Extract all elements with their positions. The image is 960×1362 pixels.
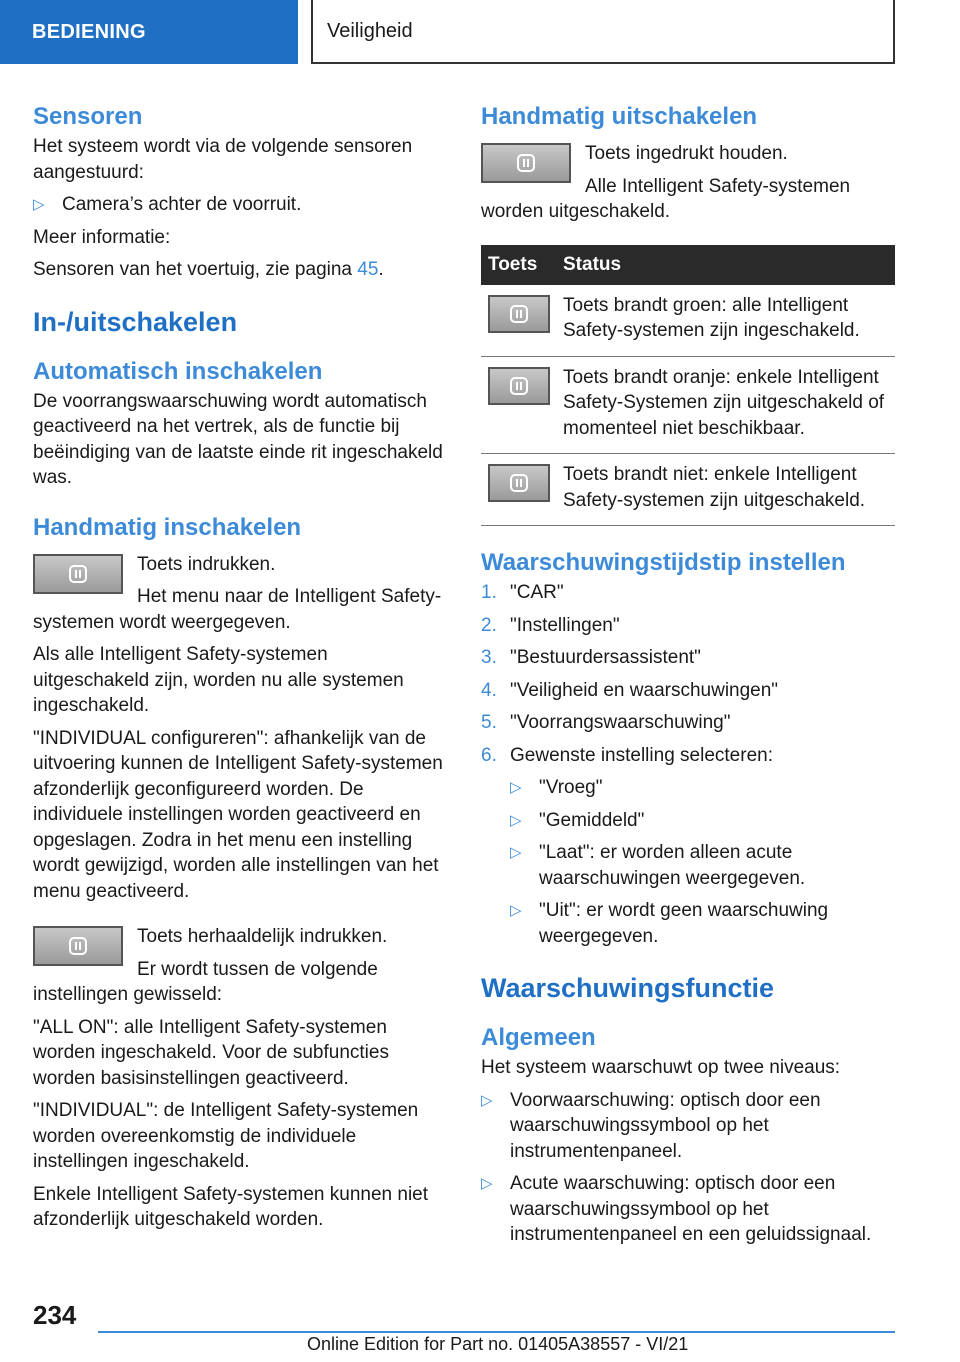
- list-item: [481, 1171, 895, 1248]
- instruction-step: Toets indrukken.: [137, 553, 276, 575]
- heading-handmatig-uitschakelen: Handmatig uitschakelen: [481, 103, 758, 130]
- list-item: [481, 710, 895, 736]
- table-cell: Toets brandt oranje: enkele Intelligent Safety-Systemen zijn uitgeschakeld of momenteel niet beschikbaar.: [556, 356, 895, 454]
- triangle-bullet-icon: ▷: [33, 196, 45, 213]
- section-label: BEDIENING: [32, 20, 146, 43]
- list-item: [481, 808, 895, 834]
- instruction-step: Er wordt tussen de volgende instellingen gewisseld:: [33, 958, 378, 1005]
- option-text: "Vroeg": [539, 777, 603, 798]
- list-item: [33, 192, 447, 218]
- heading-waarschuwingstijdstip: Waarschuwingstijdstip instellen: [481, 549, 846, 576]
- heading-waarschuwingsfunctie: Waarschuwingsfunctie: [481, 973, 775, 1003]
- step-number: 1.: [481, 582, 497, 603]
- instruction-step: Toets herhaaldelijk indrukken.: [137, 926, 388, 947]
- safety-button-icon: [481, 143, 571, 183]
- paragraph: "INDIVIDUAL": de Intelligent Safety-systemen worden overeenkomstig de individuele instellingen ingeschakeld.: [33, 1100, 419, 1172]
- instruction-step: Toets ingedrukt houden.: [585, 143, 788, 164]
- heading-sensoren: Sensoren: [33, 103, 143, 130]
- step-number: 3.: [481, 647, 497, 668]
- safety-button-off-icon: [488, 464, 550, 502]
- list-item: [481, 645, 895, 671]
- level-text: Acute waarschuwing: optisch door een waarschuwingssymbool op het instrumentenpaneel en een geluidssignaal.: [510, 1173, 872, 1245]
- table-cell: Toets brandt groen: alle Intelligent Safety-systemen zijn ingeschakeld.: [556, 285, 895, 357]
- step-number: 2.: [481, 614, 497, 636]
- chapter-title-box: [311, 0, 895, 64]
- step-text: Gewenste instelling selecteren:: [510, 744, 773, 766]
- step-number: 5.: [481, 712, 497, 733]
- step-text: "CAR": [510, 582, 564, 603]
- safety-button-icon: [33, 926, 123, 966]
- table-row: [481, 285, 895, 357]
- right-column: [481, 100, 895, 1248]
- column-header-status: Status: [556, 245, 895, 285]
- heading-automatisch: Automatisch inschakelen: [33, 357, 323, 385]
- list-item: [481, 613, 895, 639]
- footer-divider: [98, 1331, 895, 1333]
- button-instruction: [481, 141, 895, 225]
- step-text: "Bestuurdersassistent": [510, 647, 701, 668]
- step-number: 6.: [481, 744, 497, 766]
- status-table: [481, 245, 895, 527]
- option-text: "Gemiddeld": [539, 809, 645, 831]
- paragraph: Als alle Intelligent Safety-systemen uitgeschakeld zijn, worden nu alle systemen ingeschakeld.: [33, 644, 404, 716]
- paragraph: Enkele Intelligent Safety-systemen kunnen niet afzonderlijk uitgeschakeld worden.: [33, 1183, 429, 1230]
- heading-algemeen: Algemeen: [481, 1024, 596, 1051]
- table-cell: Toets brandt niet: enkele Intelligent Safety-systemen zijn uitgeschakeld.: [556, 454, 895, 526]
- safety-button-orange-icon: [488, 367, 550, 405]
- triangle-bullet-icon: ▷: [510, 844, 522, 861]
- button-instruction: [33, 552, 447, 636]
- sensoren-text: Het systeem wordt via de volgende sensoren aangestuurd:: [33, 136, 413, 183]
- triangle-bullet-icon: ▷: [510, 902, 522, 919]
- safety-button-icon: [33, 554, 123, 594]
- button-instruction: [33, 924, 447, 1008]
- step-number: 4.: [481, 679, 497, 701]
- instruction-step: Alle Intelligent Safety-systemen worden uitgeschakeld.: [481, 175, 851, 222]
- triangle-bullet-icon: ▷: [510, 811, 522, 829]
- level-text: Voorwaarschuwing: optisch door een waarschuwingssymbool op het instrumentenpaneel.: [510, 1089, 821, 1162]
- paragraph: "ALL ON": alle Intelligent Safety-systemen worden ingeschakeld. Voor de subfuncties worden basisinstellingen geactiveerd.: [33, 1016, 389, 1089]
- instruction-step: Het menu naar de Intelligent Safety-systemen wordt weergegeven.: [33, 586, 442, 633]
- table-header-row: [481, 245, 895, 285]
- page-number: 234: [33, 1300, 77, 1330]
- reference-text: Sensoren van het voertuig, zie pagina: [33, 259, 352, 280]
- triangle-bullet-icon: ▷: [481, 1091, 493, 1109]
- list-item: [481, 743, 895, 769]
- chapter-title: Veiligheid: [327, 19, 413, 42]
- page-link[interactable]: 45: [357, 259, 379, 280]
- automatisch-text: De voorrangswaarschuwing wordt automatisch geactiveerd na het vertrek, als de functie bij beëindiging van de laatste einde rit ingeschakeld was.: [33, 390, 443, 488]
- table-row: [481, 454, 895, 526]
- algemeen-text: Het systeem waarschuwt op twee niveaus:: [481, 1057, 841, 1078]
- reference-end: .: [378, 259, 384, 280]
- left-column: [33, 100, 447, 1233]
- list-item-text: Camera’s achter de voorruit.: [62, 194, 302, 215]
- option-text: "Uit": er wordt geen waarschuwing weergegeven.: [539, 900, 829, 947]
- list-item: [481, 1088, 895, 1165]
- table-row: [481, 356, 895, 454]
- heading-in-uitschakelen: In-/uitschakelen: [33, 306, 238, 337]
- meer-info: Meer informatie:: [33, 226, 171, 248]
- option-text: "Laat": er worden alleen acute waarschuwingen weergegeven.: [539, 842, 806, 889]
- triangle-bullet-icon: ▷: [510, 779, 522, 796]
- triangle-bullet-icon: ▷: [481, 1175, 493, 1192]
- list-item: [481, 840, 895, 891]
- list-item: [481, 898, 895, 949]
- edition-text: Online Edition for Part no. 01405A38557 - VI/21: [307, 1334, 689, 1354]
- list-item: [481, 775, 895, 801]
- list-item: [481, 678, 895, 704]
- step-text: "Veiligheid en waarschuwingen": [510, 679, 779, 701]
- safety-button-green-icon: [488, 295, 550, 333]
- list-item: [481, 580, 895, 606]
- paragraph: "INDIVIDUAL configureren": afhankelijk van de uitvoering kunnen de Intelligent Safety-systemen afzonderlijk geconfigureerd worden. De individuele instellingen worden geactiveerd en opgeslagen. Zodra in het menu een instelling wordt gewijzigd, worden alle instellingen van het menu geactiveerd.: [33, 727, 443, 902]
- sensoren-reference: [33, 257, 447, 283]
- section-tab: [0, 0, 298, 64]
- column-header-toets: Toets: [481, 245, 556, 285]
- step-text: "Instellingen": [510, 614, 620, 636]
- step-text: "Voorrangswaarschuwing": [510, 712, 731, 733]
- heading-handmatig-inschakelen: Handmatig inschakelen: [33, 513, 302, 541]
